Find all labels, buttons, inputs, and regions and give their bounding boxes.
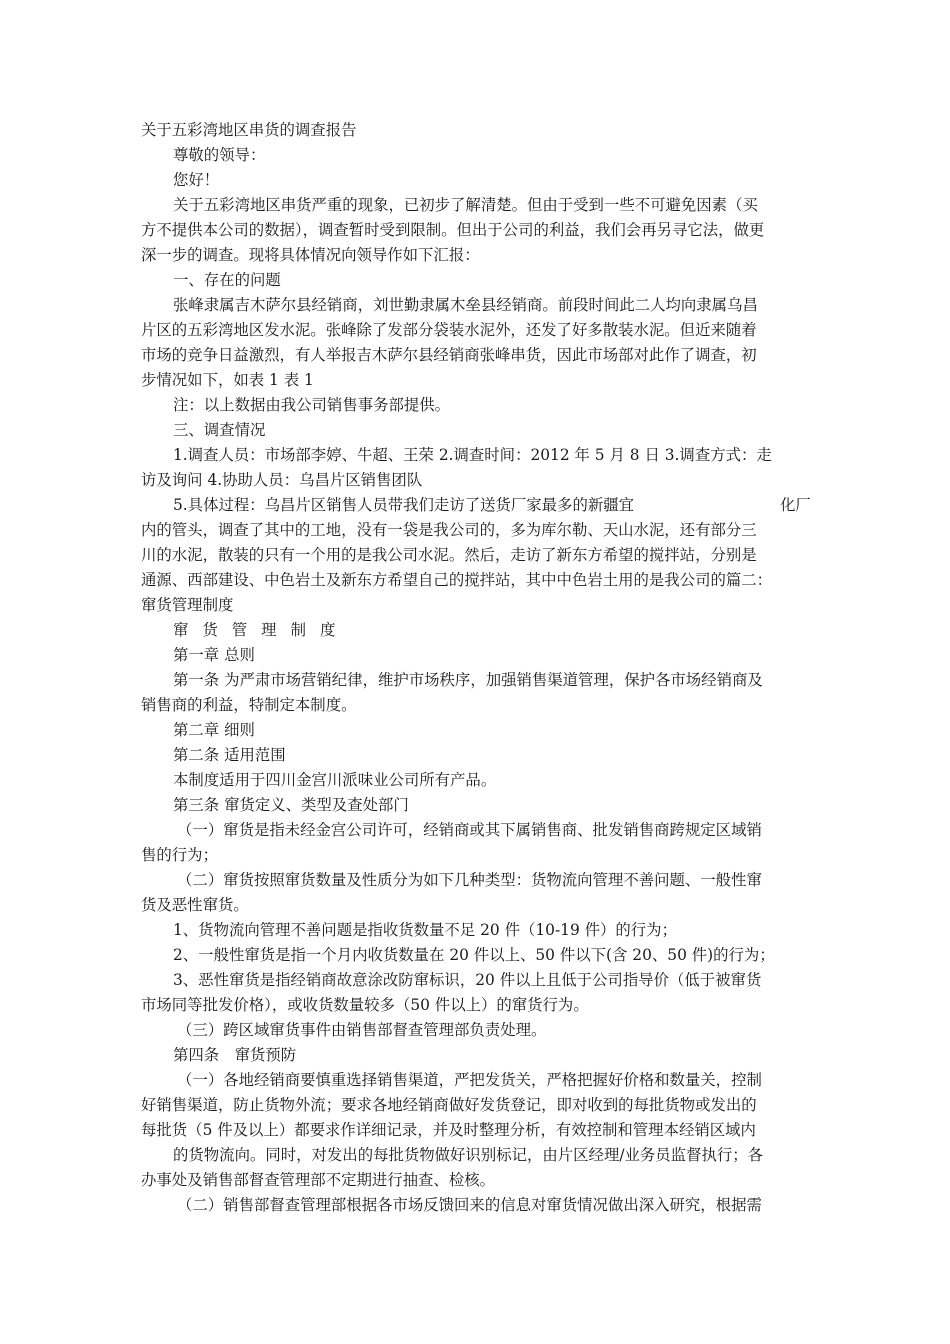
text-line: （一）窜货是指未经金宫公司许可，经销商或其下属销售商、批发销售商跨规定区域销 bbox=[177, 821, 762, 839]
section-heading: 三、调查情况 bbox=[173, 421, 266, 439]
text-line: （二）窜货按照窜货数量及性质分为如下几种类型：货物流向管理不善问题、一般性窜 bbox=[177, 871, 762, 889]
text-line: 1、货物流向管理不善问题是指收货数量不足 20 件（10-19 件）的行为； bbox=[173, 921, 677, 939]
text-line: 通源、西部建设、中色岩土及新东方希望自己的搅拌站，其中中色岩土用的是我公司的篇二： bbox=[141, 571, 773, 589]
text-line: 市场同等批发价格），或收货数量较多（50 件以上）的窜货行为。 bbox=[141, 996, 589, 1014]
article-heading: 第二条 适用范围 bbox=[173, 746, 286, 764]
text-line: （三）跨区域窜货事件由销售部督查管理部负责处理。 bbox=[177, 1021, 547, 1039]
text-line: 深一步的调查。现将具体情况向领导作如下汇报： bbox=[141, 246, 480, 264]
salutation: 尊敬的领导： bbox=[173, 146, 266, 164]
text-line: 5.具体过程：乌昌片区销售人员带我们走访了送货厂家最多的新疆宜 bbox=[173, 496, 635, 514]
text-line: 1.调查人员：市场部李婷、牛超、王荣 2.调查时间：2012 年 5 月 8 日 3.调查方式：走 bbox=[173, 446, 772, 464]
article-heading: 第三条 窜货定义、类型及查处部门 bbox=[173, 796, 409, 814]
text-line: 第一条 为严肃市场营销纪律，维护市场秩序，加强销售渠道管理，保护各市场经销商及 bbox=[173, 671, 763, 689]
text-line: 川的水泥，散装的只有一个用的是我公司水泥。然后，走访了新东方希望的搅拌站，分别是 bbox=[141, 546, 757, 564]
text-line: 本制度适用于四川金宫川派味业公司所有产品。 bbox=[173, 771, 497, 789]
text-line-fragment: 化厂 bbox=[780, 496, 811, 514]
text-line: 窜货管理制度 bbox=[141, 596, 234, 614]
text-line: 方不提供本公司的数据），调查暂时受到限制。但出于公司的利益，我们会再另寻它法，做更 bbox=[141, 221, 765, 239]
article-heading: 第四条 窜货预防 bbox=[173, 1046, 297, 1064]
text-line: 张峰隶属吉木萨尔县经销商，刘世勤隶属木垒县经销商。前段时间此二人均向隶属乌昌 bbox=[173, 296, 758, 314]
text-line: 注：以上数据由我公司销售事务部提供。 bbox=[173, 396, 451, 414]
text-line: 售的行为； bbox=[141, 846, 218, 864]
text-line: 内的管头，调查了其中的工地，没有一袋是我公司的，多为库尔勒、天山水泥，还有部分三 bbox=[141, 521, 757, 539]
text-line: 每批货（5 件及以上）都要求作详细记录，并及时整理分析，有效控制和管理本经销区域内 bbox=[141, 1121, 756, 1139]
document-subtitle: 窜货管理制度 bbox=[173, 621, 350, 639]
text-line: 市场的竞争日益激烈，有人举报吉木萨尔县经销商张峰串货，因此市场部对此作了调查，初 bbox=[141, 346, 757, 364]
document-title: 关于五彩湾地区串货的调查报告 bbox=[141, 121, 357, 139]
chapter-heading: 第一章 总则 bbox=[173, 646, 255, 664]
text-line: （二）销售部督查管理部根据各市场反馈回来的信息对窜货情况做出深入研究，根据需 bbox=[177, 1196, 762, 1214]
text-line: 好销售渠道，防止货物外流；要求各地经销商做好发货登记，即对收到的每批货物或发出的 bbox=[141, 1096, 757, 1114]
text-line: 销售商的利益，特制定本制度。 bbox=[141, 696, 357, 714]
text-line: 2、一般性窜货是指一个月内收货数量在 20 件以上、50 件以下(含 20、50 件)的行为； bbox=[173, 946, 775, 964]
section-heading: 一、存在的问题 bbox=[173, 271, 281, 289]
greeting: 您好！ bbox=[173, 171, 220, 189]
text-line: 片区的五彩湾地区发水泥。张峰除了发部分袋装水泥外，还发了好多散装水泥。但近来随着 bbox=[141, 321, 757, 339]
text-line: 办事处及销售部督查管理部不定期进行抽查、检核。 bbox=[141, 1171, 495, 1189]
text-line: 货及恶性窜货。 bbox=[141, 896, 249, 914]
chapter-heading: 第二章 细则 bbox=[173, 721, 255, 739]
text-line: 3、恶性窜货是指经销商故意涂改防窜标识，20 件以上且低于公司指导价（低于被窜货 bbox=[173, 971, 762, 989]
text-line: 步情况如下，如表 1 表 1 bbox=[141, 371, 314, 389]
text-line: （一）各地经销商要慎重选择销售渠道，严把发货关，严格把握好价格和数量关，控制 bbox=[177, 1071, 762, 1089]
text-line: 访及询问 4.协助人员：乌昌片区销售团队 bbox=[141, 471, 423, 489]
text-line: 的货物流向。同时，对发出的每批货物做好识别标记，由片区经理/业务员监督执行；各 bbox=[173, 1146, 764, 1164]
text-line: 关于五彩湾地区串货严重的现象，已初步了解清楚。但由于受到一些不可避免因素（买 bbox=[173, 196, 758, 214]
